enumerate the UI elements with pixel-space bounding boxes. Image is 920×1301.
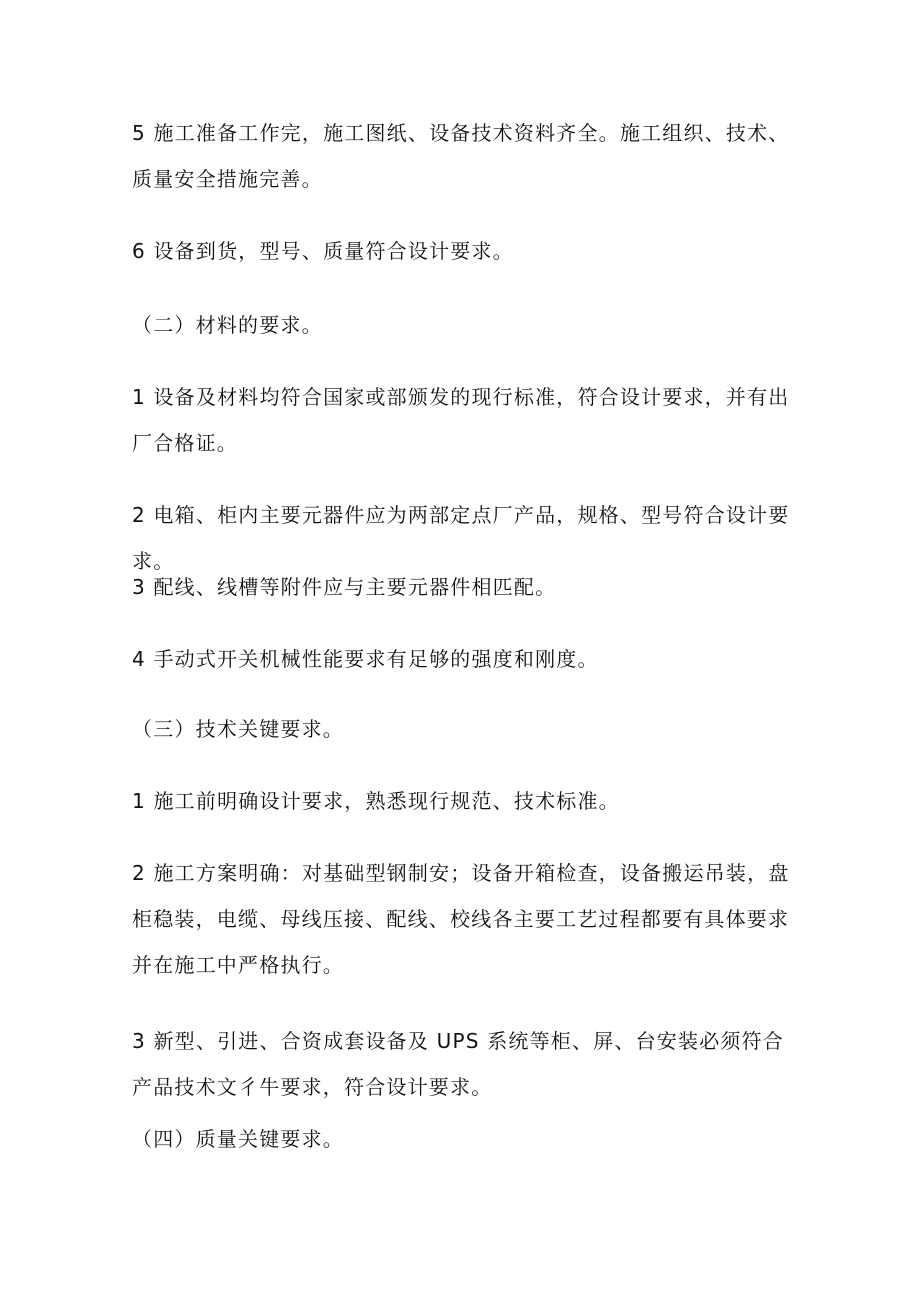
paragraph-wiring-accessories: 3 配线、线槽等附件应与主要元器件相匹配。	[132, 575, 557, 599]
paragraph-equipment-arrival: 6 设备到货，型号、质量符合设计要求。	[132, 239, 514, 263]
section-heading-quality-requirements: （四）质量关键要求。	[132, 1127, 344, 1151]
section-heading-technical-requirements: （三）技术关键要求。	[132, 717, 344, 741]
paragraph-construction-plan: 2 施工方案明确：对基础型钢制安；设备开箱检查，设备搬运吊装，盘柜稳装，电缆、母线压接、配线、校线各主要工艺过程都要有具体要求并在施工中严格执行。	[132, 861, 790, 977]
paragraph-ups-installation: 3 新型、引进、合资成套设备及 UPS 系统等柜、屏、台安装必须符合产品技术文彳牛要求，符合设计要求。	[132, 1029, 784, 1099]
paragraph-material-standards: 1 设备及材料均符合国家或部颁发的现行标准，符合设计要求，并有出厂合格证。	[132, 385, 790, 455]
paragraph-design-requirements: 1 施工前明确设计要求，熟悉现行规范、技术标准。	[132, 789, 620, 813]
section-heading-materials: （二）材料的要求。	[132, 313, 323, 337]
paragraph-construction-preparation: 5 施工准备工作完，施工图纸、设备技术资料齐全。施工组织、技术、质量安全措施完善。	[132, 121, 790, 191]
paragraph-cabinet-components: 2 电箱、柜内主要元器件应为两部定点厂产品，规格、型号符合设计要求。	[132, 503, 790, 573]
paragraph-manual-switch: 4 手动式开关机械性能要求有足够的强度和刚度。	[132, 647, 599, 671]
